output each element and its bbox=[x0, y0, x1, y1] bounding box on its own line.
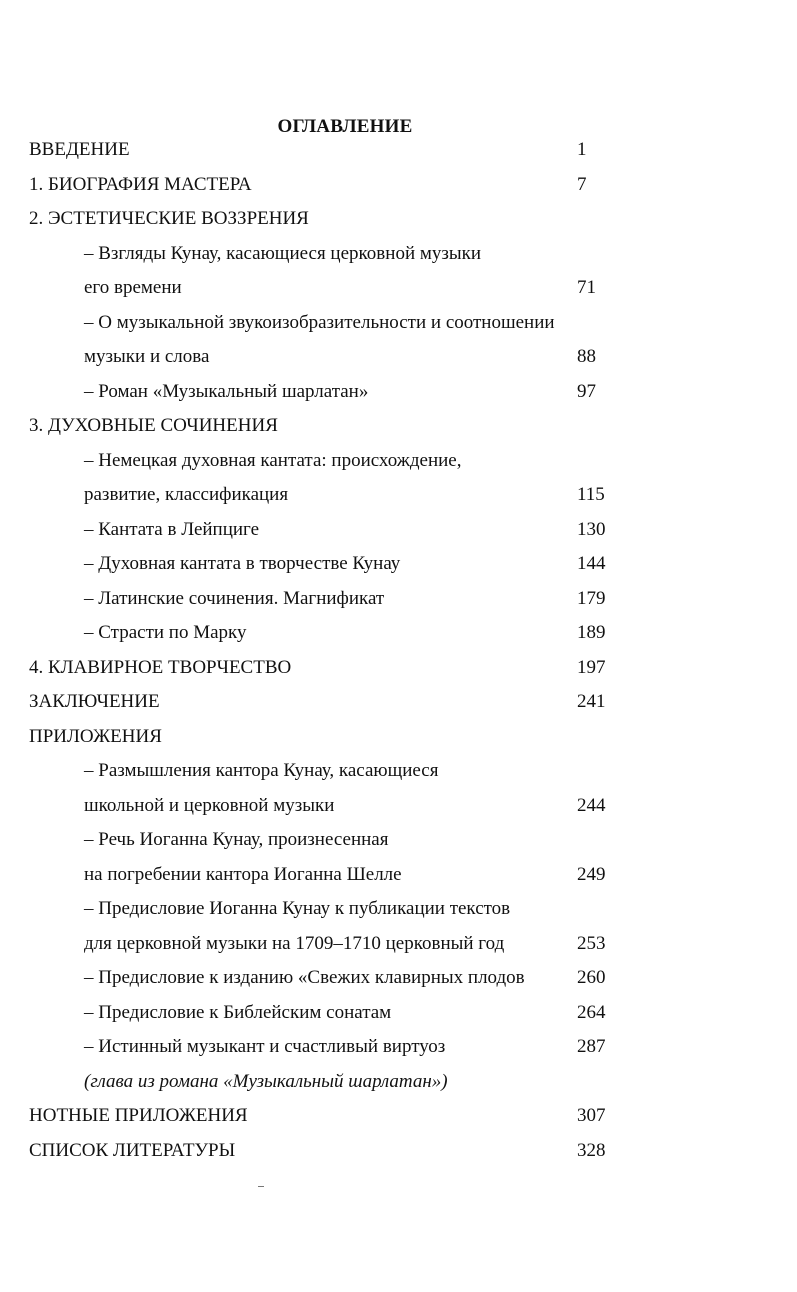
toc-entry-text: ПРИЛОЖЕНИЯ bbox=[29, 725, 162, 747]
toc-entry-page: 253 bbox=[577, 932, 606, 954]
toc-subentry bbox=[0, 273, 797, 308]
toc-entry-page: 328 bbox=[577, 1139, 606, 1161]
toc-entry-page: 307 bbox=[577, 1105, 606, 1126]
toc-subentry bbox=[0, 860, 797, 895]
toc-entry-page: 244 bbox=[577, 794, 606, 816]
toc-subentry-note bbox=[0, 1067, 797, 1102]
toc-entry bbox=[0, 653, 797, 688]
toc-entry-text: СПИСОК ЛИТЕРАТУРЫ bbox=[29, 1139, 236, 1161]
toc-entry-page: 189 bbox=[577, 622, 606, 643]
toc-entry bbox=[0, 411, 797, 446]
toc-entry-page: 179 bbox=[577, 587, 606, 609]
toc-entry-text: – Латинские сочинения. Магнификат bbox=[84, 587, 385, 609]
toc-entry-text: ВВЕДЕНИЕ bbox=[29, 139, 130, 160]
toc-entry-page: 260 bbox=[577, 967, 606, 988]
toc-subentry bbox=[0, 342, 797, 377]
toc-entry-page: 144 bbox=[577, 553, 606, 574]
toc-subentry bbox=[0, 756, 797, 791]
toc-entry-page: 7 bbox=[577, 173, 587, 195]
toc-subentry bbox=[0, 998, 797, 1033]
toc-entry-text: 1. БИОГРАФИЯ МАСТЕРА bbox=[29, 173, 252, 195]
toc-entry bbox=[0, 722, 797, 757]
toc-entry-page: 287 bbox=[577, 1036, 606, 1057]
toc-entry-text: ЗАКЛЮЧЕНИЕ bbox=[29, 691, 160, 712]
toc-entry bbox=[0, 1136, 797, 1171]
toc-entry-page: 115 bbox=[577, 484, 605, 505]
toc-entry-text: – Речь Иоганна Кунау, произнесенная bbox=[84, 829, 389, 850]
toc-subentry bbox=[0, 377, 797, 412]
toc-entry-page: 197 bbox=[577, 656, 606, 678]
toc-entry-text: – Взгляды Кунау, касающиеся церковной музыки bbox=[84, 242, 482, 264]
toc-entry-page: 130 bbox=[577, 518, 606, 540]
toc-entry-text: развитие, классификация bbox=[84, 484, 289, 505]
toc-entry-text: на погребении кантора Иоганна Шелле bbox=[84, 863, 402, 885]
toc-entry-text: музыки и слова bbox=[84, 346, 210, 367]
toc-subentry bbox=[0, 549, 797, 584]
toc-entry-text: – Кантата в Лейпциге bbox=[84, 518, 260, 540]
toc-subentry bbox=[0, 894, 797, 929]
toc-entry bbox=[0, 1101, 797, 1136]
toc-entry-text: – Духовная кантата в творчестве Кунау bbox=[84, 553, 401, 574]
toc-entry-page: 264 bbox=[577, 1001, 606, 1023]
toc-subentry bbox=[0, 929, 797, 964]
toc-subentry bbox=[0, 825, 797, 860]
toc-entry-text: школьной и церковной музыки bbox=[84, 794, 335, 816]
toc-subentry bbox=[0, 791, 797, 826]
toc-entry-page: 249 bbox=[577, 863, 606, 885]
toc-entry-page: 88 bbox=[577, 346, 596, 367]
toc-entry-text: – Страсти по Марку bbox=[84, 622, 247, 643]
toc-entry-text: для церковной музыки на 1709–1710 церковный год bbox=[84, 932, 505, 954]
toc-entry-text: – Предисловие к изданию «Свежих клавирных плодов bbox=[84, 967, 525, 988]
toc-entry-page: 1 bbox=[577, 139, 587, 160]
toc-entry-text: (глава из романа «Музыкальный шарлатан») bbox=[84, 1070, 448, 1092]
toc-entry-text: 4. КЛАВИРНОЕ ТВОРЧЕСТВО bbox=[29, 656, 292, 678]
toc-list bbox=[0, 135, 797, 1170]
toc-entry-page: 97 bbox=[577, 380, 596, 402]
toc-entry bbox=[0, 687, 797, 722]
toc-entry-text: НОТНЫЕ ПРИЛОЖЕНИЯ bbox=[29, 1105, 248, 1126]
toc-subentry bbox=[0, 515, 797, 550]
toc-entry-text: 2. ЭСТЕТИЧЕСКИЕ ВОЗЗРЕНИЯ bbox=[29, 208, 309, 229]
toc-entry-text: – Роман «Музыкальный шарлатан» bbox=[84, 380, 369, 402]
toc-entry bbox=[0, 204, 797, 239]
toc-subentry bbox=[0, 618, 797, 653]
toc-entry-text: его времени bbox=[84, 277, 182, 298]
toc-entry-text: – Немецкая духовная кантата: происхождение, bbox=[84, 449, 462, 471]
toc-entry bbox=[0, 170, 797, 205]
toc-entry bbox=[0, 135, 797, 170]
toc-subentry bbox=[0, 963, 797, 998]
toc-entry-text: – Истинный музыкант и счастливый виртуоз bbox=[84, 1036, 446, 1057]
toc-entry-text: – О музыкальной звукоизобразительности и соотношении bbox=[84, 311, 555, 333]
scan-speck bbox=[258, 1186, 264, 1187]
toc-subentry bbox=[0, 584, 797, 619]
toc-subentry bbox=[0, 480, 797, 515]
toc-entry-page: 241 bbox=[577, 691, 606, 712]
toc-subentry bbox=[0, 308, 797, 343]
toc-entry-page: 71 bbox=[577, 277, 596, 298]
toc-subentry bbox=[0, 1032, 797, 1067]
toc-entry-text: – Предисловие Иоганна Кунау к публикации текстов bbox=[84, 898, 511, 919]
toc-entry-text: – Предисловие к Библейским сонатам bbox=[84, 1001, 392, 1023]
toc-entry-text: 3. ДУХОВНЫЕ СОЧИНЕНИЯ bbox=[29, 415, 278, 436]
toc-subentry bbox=[0, 446, 797, 481]
toc-subentry bbox=[0, 239, 797, 274]
toc-heading: ОГЛАВЛЕНИЕ bbox=[277, 116, 413, 137]
toc-entry-text: – Размышления кантора Кунау, касающиеся bbox=[84, 760, 439, 781]
